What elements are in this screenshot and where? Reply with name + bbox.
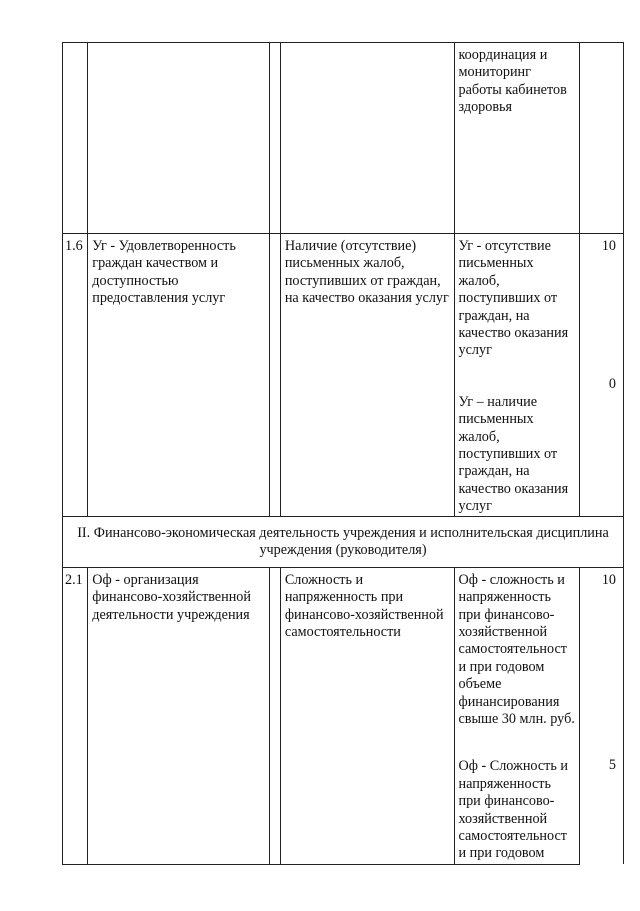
row-number [63, 43, 88, 234]
blank-cell [270, 234, 281, 517]
points-cell [579, 234, 623, 517]
criteria-table [62, 42, 624, 865]
indicator-cell: Оф - организация финансово-хозяйственной деятельности учреждения [88, 567, 270, 864]
table-row [63, 43, 624, 234]
condition-text: Уг – наличие письменных жалоб, поступивших от граждан, на качество оказания услуг [458, 393, 569, 515]
row-number: 1.6 [63, 234, 88, 517]
condition-cell [454, 567, 579, 864]
points-value: 10 [601, 571, 616, 588]
condition-text: Оф - Сложность и напряженность при финансово-хозяйственной самостоятельност и при годовом [458, 758, 568, 862]
indicator-cell: Уг - Удовлетворенность граждан качеством и доступностью предоставления услуг [88, 234, 270, 517]
condition-text: Оф - сложность и напряженность при финансово-хозяйственной самостоятельност и при годовом объеме финансирования свыше 30 млн. руб. [458, 571, 575, 727]
row-number: 2.1 [63, 567, 88, 864]
document-page [62, 42, 624, 862]
points-value: 10 [601, 238, 616, 254]
points-cell [579, 43, 623, 234]
criterion-cell [280, 43, 454, 234]
condition-text: Уг - отсутствие письменных жалоб, поступивших от граждан, на качество оказания услуг [458, 238, 569, 359]
indicator-cell [88, 43, 270, 234]
points-value: 0 [608, 376, 616, 393]
condition-cell [454, 43, 579, 234]
points-value: 5 [608, 757, 616, 774]
condition-cell [454, 234, 579, 517]
blank-cell [270, 567, 281, 864]
condition-text: координация и мониторинг работы кабинетов здоровья [458, 47, 567, 116]
section-title: II. Финансово-экономическая деятельность учреждения и исполнительская дисциплина учреждения (руководителя) [63, 516, 624, 567]
blank-cell [270, 43, 281, 234]
points-cell [579, 567, 623, 864]
table-row [63, 234, 624, 517]
criterion-cell: Наличие (отсутствие) письменных жалоб, поступивших от граждан, на качество оказания услуг [280, 234, 454, 517]
table-row [63, 567, 624, 864]
section-header-row [63, 516, 624, 567]
criterion-cell: Сложность и напряженность при финансово-хозяйственной самостоятельности [280, 567, 454, 864]
